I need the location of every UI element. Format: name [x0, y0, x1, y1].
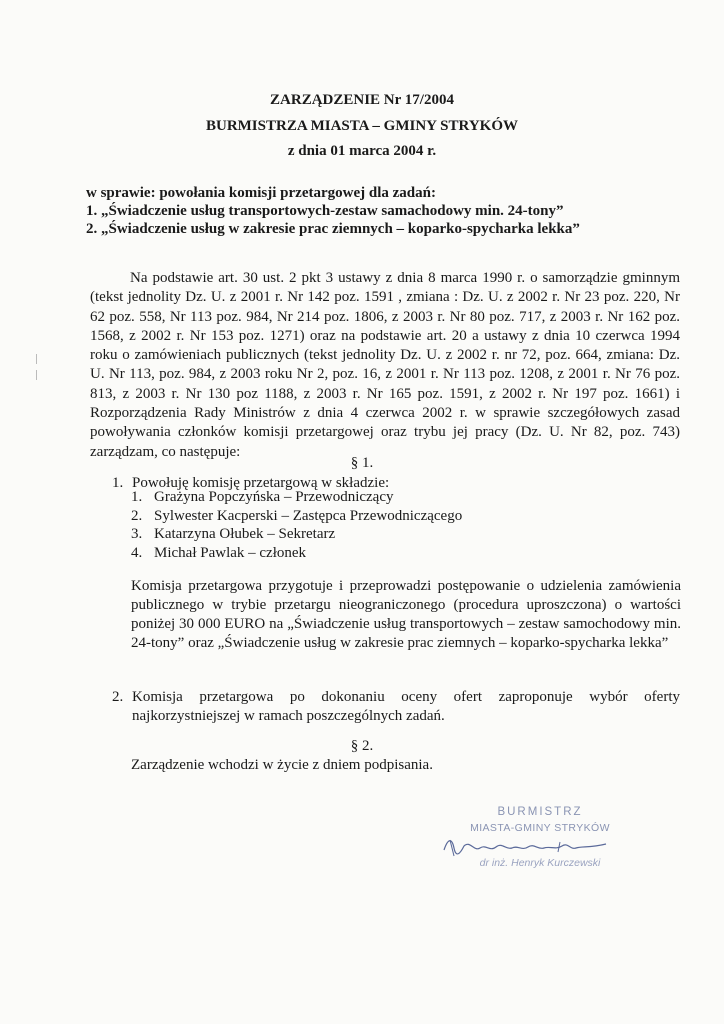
legal-basis-paragraph: Na podstawie art. 30 ust. 2 pkt 3 ustawy z dnia 8 marca 1990 r. o samorządzie gminnym (tekst jednolity Dz. U. z 2001 r. Nr 142 poz. 1591 , zmiana : Dz. U. z 2002 r. Nr 23 poz. 220, Nr 62 poz. 558, Nr 113 poz. 984, Nr 214 poz. 1806, z 2003 r. Nr 80 poz. 717, z 2003 r. Nr 162 poz. 1568, z 2002 r. Nr 153 poz. 1271) oraz na podstawie art. 20 a ustawy z dnia 10 czerwca 1994 roku o zamówieniach publicznych (tekst jednolity Dz. U. z 2002 r. nr 72, poz. 664, zmiana: Dz. U. Nr 113, poz. 984, z 2003 roku Nr 2, poz. 16, z 2001 r. Nr 113 poz. 1208, z 2001 r. Nr 76 poz. 813, z 2003 r. Nr 130 poz 1188, z 2003 r. Nr 165 poz. 1591, z 2002 r. Nr 197 poz. 1661) i Rozporządzenia Rady Ministrów z dnia 4 czerwca 2002 r. w sprawie szczegółowych zasad powoływania członków komisji przetargowej oraz trybu jej pracy (Dz. U. Nr 82, poz. 743) zarządzam, co następuje: — [90, 270, 680, 460]
evaluation-item: 2. Komisja przetargowa po dokonaniu oceny ofert zaproponuje wybór oferty najkorzystniejszej w ramach poszczególnych zadań. — [112, 689, 680, 724]
scan-mark — [36, 354, 37, 364]
list-item: 4. Michał Pawlak – członek — [131, 544, 307, 561]
section-1-heading: § 1. — [350, 455, 374, 471]
stamp-office: MIASTA-GMINY STRYKÓW — [470, 822, 610, 834]
scan-mark — [36, 370, 37, 380]
stamp-title: BURMISTRZ — [497, 806, 583, 818]
signatory-name: dr inż. Henryk Kurczewski — [479, 857, 601, 869]
date-line: z dnia 01 marca 2004 r. — [287, 143, 437, 159]
subject-item: 1. „Świadczenie usług transportowych-zestaw samachodowy min. 24-tony” — [86, 203, 564, 219]
appointment-item: 1. Powołuję komisję przetargową w składzie: — [112, 475, 390, 491]
list-item: 3. Katarzyna Ołubek – Sekretarz — [131, 526, 336, 542]
section-2-heading: § 2. — [350, 738, 374, 754]
issuer-line: BURMISTRZA MIASTA – GMINY STRYKÓW — [205, 118, 518, 134]
subject-item: 2. „Świadczenie usług w zakresie prac ziemnych – koparko-spycharka lekka” — [86, 221, 580, 237]
list-item: 1. Grażyna Popczyńska – Przewodniczący — [131, 489, 394, 505]
member-list — [131, 488, 462, 562]
commission-paragraph: Komisja przetargowa przygotuje i przeprowadzi postępowanie o udzielenia zamówienia publicznego w trybie przetargu nieograniczonego (procedura uproszczona) o wartości poniżej 30 000 EURO na „Świadczenie usług transportowych – zestaw samochodowy min. 24-tony” oraz „Świadczenie usług w zakresie prac ziemnych – koparko-spycharka lekka” — [131, 578, 681, 651]
subject-block — [86, 184, 686, 238]
document-title: ZARZĄDZENIE Nr 17/2004 — [270, 92, 454, 108]
enactment-text: Zarządzenie wchodzi w życie z dniem podpisania. — [131, 757, 433, 773]
list-item: 2. Sylwester Kacperski – Zastępca Przewodniczącego — [131, 507, 463, 524]
subject-intro: w sprawie: powołania komisji przetargowej dla zadań: — [86, 185, 436, 201]
